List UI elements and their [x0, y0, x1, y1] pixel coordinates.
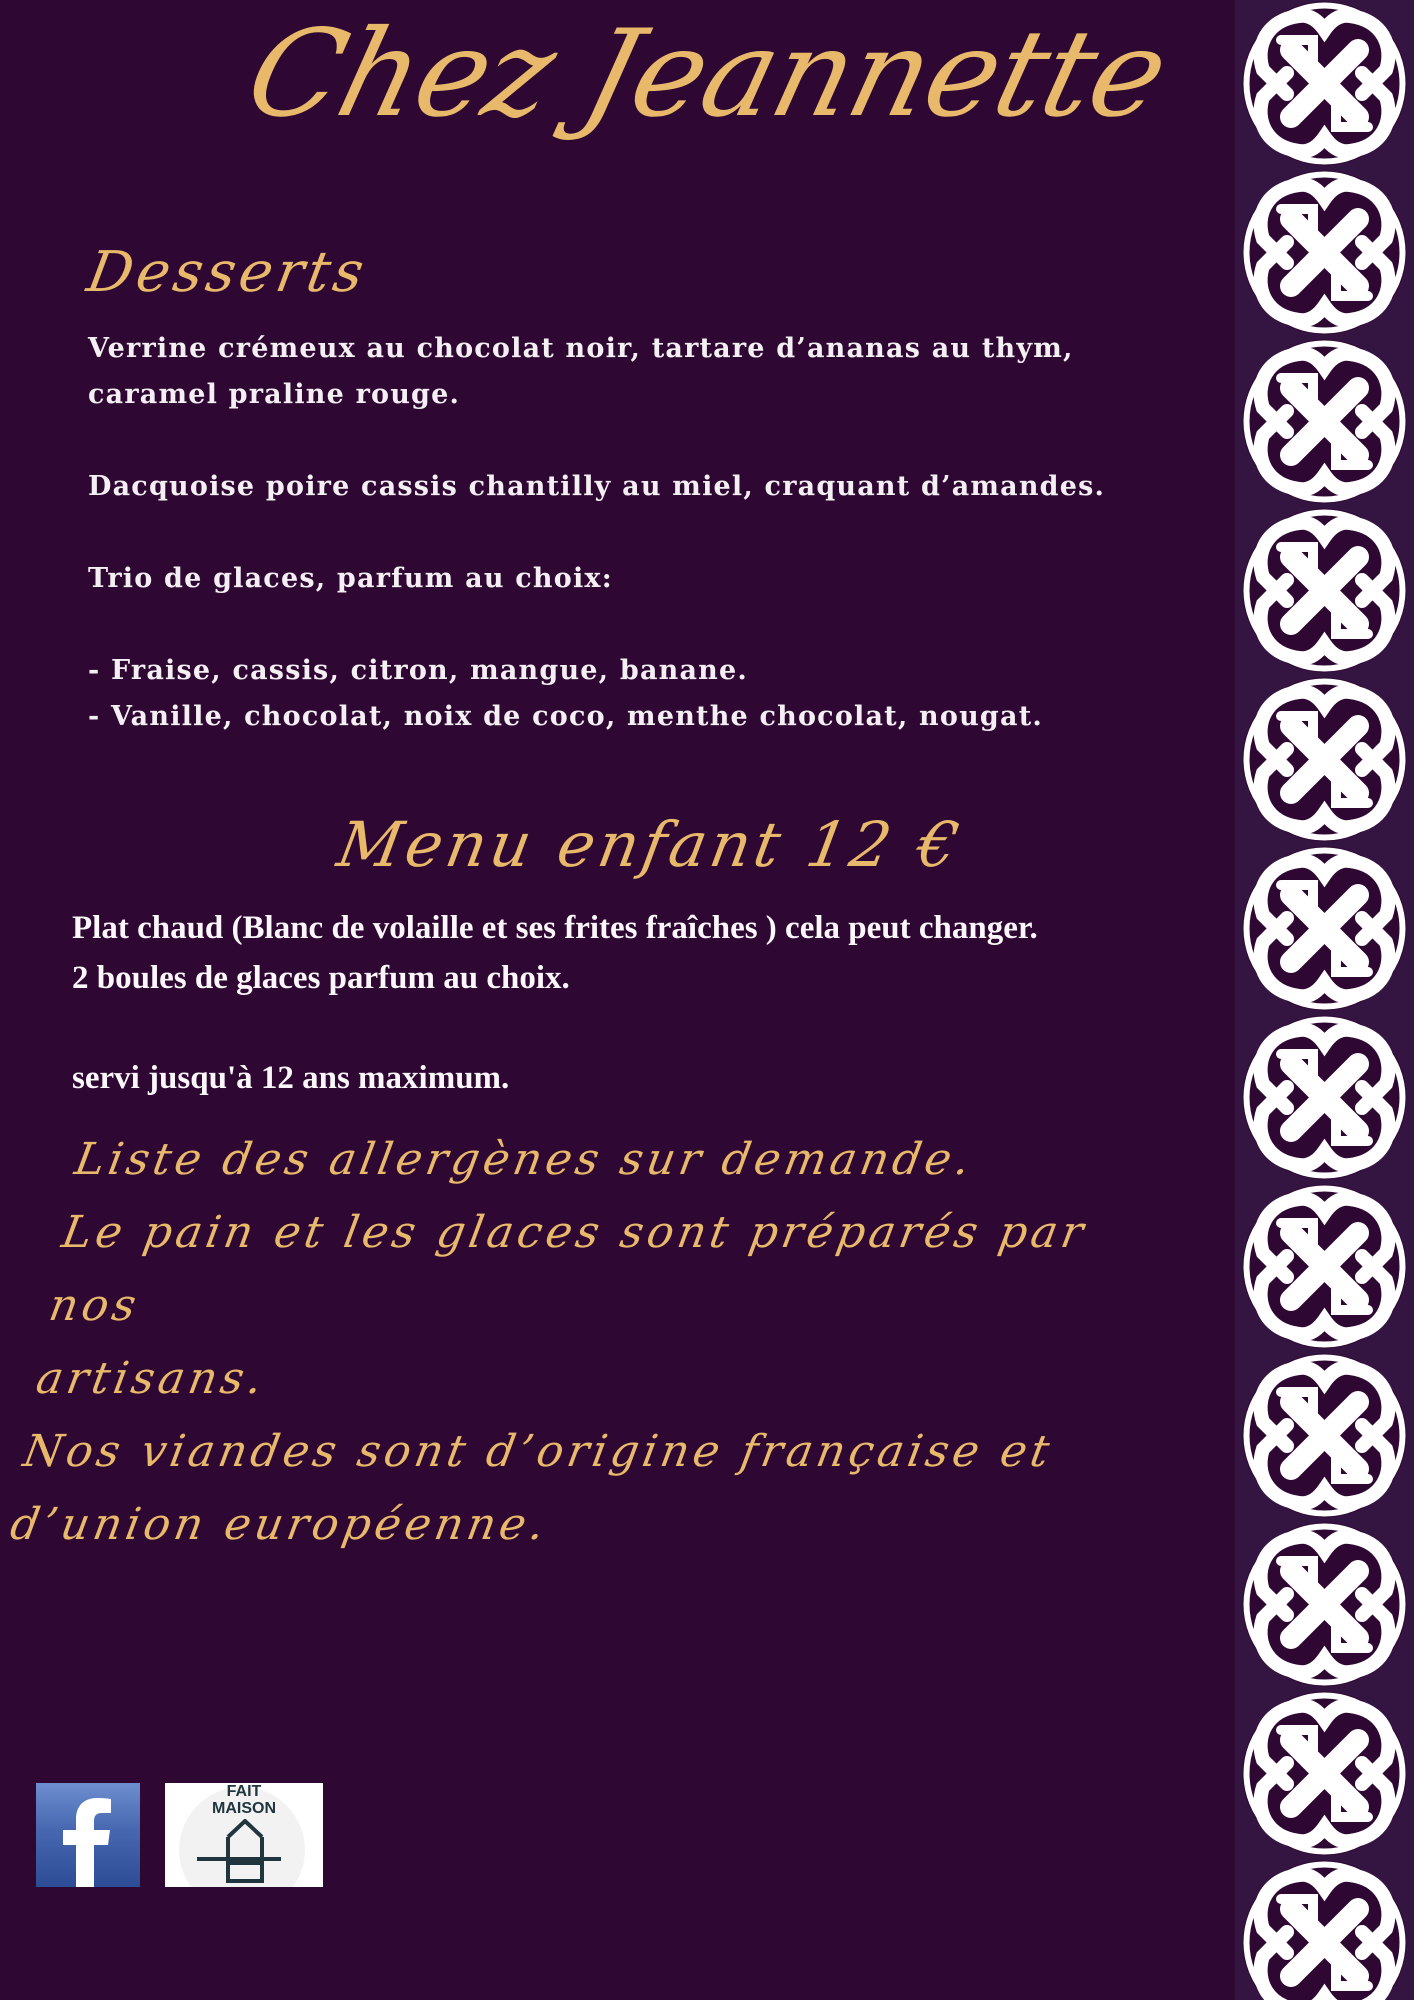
- note-line: artisans.: [32, 1353, 271, 1404]
- kids-menu-details: [72, 903, 1202, 1103]
- celtic-knot-icon: [1241, 1183, 1408, 1350]
- celtic-knot-icon: [1241, 0, 1408, 167]
- dessert-item: Verrine crémeux au chocolat noir, tartare d’ananas au thym,: [88, 333, 1074, 364]
- kids-menu-line: servi jusqu'à 12 ans maximum.: [72, 1060, 510, 1096]
- house-icon: [195, 1819, 295, 1885]
- note-line: Liste des allergènes sur demande.: [71, 1134, 978, 1185]
- badge-label: FAIT: [226, 1783, 262, 1800]
- decorative-border: [1235, 0, 1414, 2000]
- celtic-knot-icon: [1241, 338, 1408, 505]
- dessert-item: - Vanille, chocolat, noix de coco, menthe chocolat, nougat.: [88, 701, 1043, 732]
- note-line: d’union européenne.: [6, 1499, 553, 1550]
- notes-block: [5, 1123, 1202, 1561]
- desserts-list: [88, 326, 1188, 740]
- celtic-knot-icon: [1241, 1014, 1408, 1181]
- dessert-item: Dacquoise poire cassis chantilly au miel, craquant d’amandes.: [88, 471, 1106, 502]
- note-line: Nos viandes sont d’origine française et: [19, 1426, 1057, 1477]
- desserts-heading: Desserts: [82, 240, 373, 305]
- dessert-item: - Fraise, cassis, citron, mangue, banane.: [88, 655, 748, 686]
- restaurant-name: Chez Jeannette: [234, 5, 1181, 144]
- celtic-knot-icon: [1241, 1859, 1408, 2000]
- dessert-item: caramel praline rouge.: [88, 379, 461, 410]
- celtic-knot-icon: [1241, 169, 1408, 336]
- celtic-knot-icon: [1241, 1690, 1408, 1857]
- kids-menu-heading: Menu enfant 12 €: [332, 808, 968, 881]
- celtic-knot-icon: [1241, 676, 1408, 843]
- celtic-knot-icon: [1241, 845, 1408, 1012]
- kids-menu-line: Plat chaud (Blanc de volaille et ses frites fraîches ) cela peut changer.: [72, 910, 1038, 946]
- facebook-icon[interactable]: [36, 1783, 140, 1887]
- kids-menu-line: 2 boules de glaces parfum au choix.: [72, 960, 570, 996]
- note-line: Le pain et les glaces sont préparés par nos: [45, 1207, 1092, 1331]
- celtic-knot-icon: [1241, 1352, 1408, 1519]
- fait-maison-badge: [165, 1783, 323, 1887]
- badge-label: MAISON: [212, 1800, 276, 1817]
- dessert-item: Trio de glaces, parfum au choix:: [88, 563, 613, 594]
- celtic-knot-icon: [1241, 507, 1408, 674]
- celtic-knot-icon: [1241, 1521, 1408, 1688]
